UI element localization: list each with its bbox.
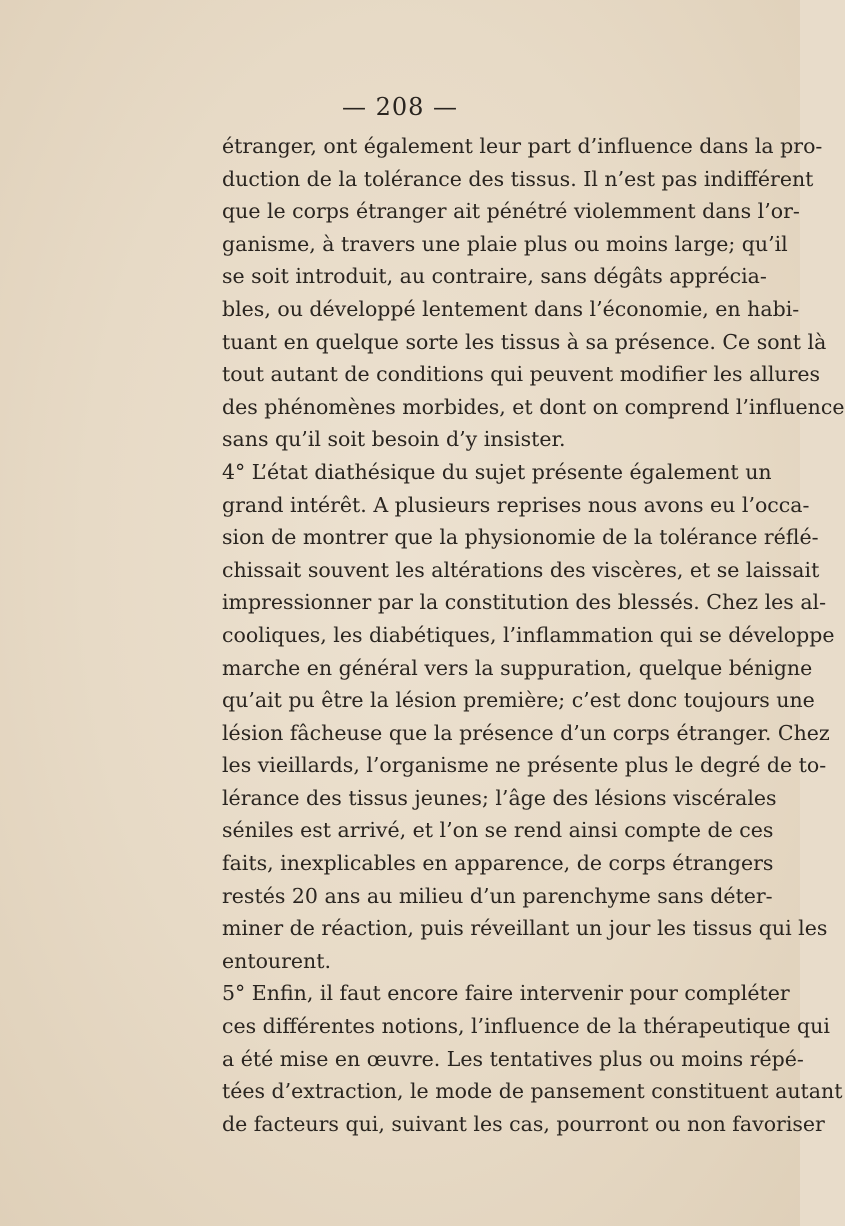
text-line: sans qu’il soit besoin d’y insister. xyxy=(222,427,566,452)
text-line: impressionner par la constitution des blessés. Chez les al- xyxy=(222,590,827,615)
text-line: sion de montrer que la physionomie de la tolérance réflé- xyxy=(222,525,819,550)
text-line: séniles est arrivé, et l’on se rend ainsi compte de ces xyxy=(222,818,774,843)
text-line: ganisme, à travers une plaie plus ou moins large; qu’il xyxy=(222,231,788,256)
text-line: étranger, ont également leur part d’influence dans la pro- xyxy=(222,134,823,158)
text-line: qu’ait pu être la lésion première; c’est donc toujours une xyxy=(222,688,815,713)
text-line: de facteurs qui, suivant les cas, pourront ou non favoriser xyxy=(222,1111,825,1136)
text-line: que le corps étranger ait pénétré violemment dans l’or- xyxy=(222,199,800,224)
text-line: faits, inexplicables en apparence, de corps étrangers xyxy=(222,851,774,876)
text-line: grand intérêt. A plusieurs reprises nous avons eu l’occa- xyxy=(222,492,810,517)
body-text xyxy=(222,130,845,1140)
text-line: duction de la tolérance des tissus. Il n’est pas indifférent xyxy=(222,166,814,191)
text-line: se soit introduit, au contraire, sans dégâts apprécia- xyxy=(222,264,767,289)
text-line: ces différentes notions, l’influence de la thérapeutique qui xyxy=(222,1014,830,1039)
text-line: tuant en quelque sorte les tissus à sa présence. Ce sont là xyxy=(222,329,827,354)
text-line: lérance des tissus jeunes; l’âge des lésions viscérales xyxy=(222,785,777,810)
text-line: a été mise en œuvre. Les tentatives plus ou moins répé- xyxy=(222,1046,804,1071)
text-line: 4° L’état diathésique du sujet présente également un xyxy=(222,459,772,484)
text-line: des phénomènes morbides, et dont on comprend l’influence xyxy=(222,394,845,419)
text-line: restés 20 ans au milieu d’un parenchyme sans déter- xyxy=(222,883,773,908)
text-line: tées d’extraction, le mode de pansement constituent autant xyxy=(222,1079,843,1104)
text-line: tout autant de conditions qui peuvent modifier les allures xyxy=(222,362,821,387)
text-line: 5° Enfin, il faut encore faire intervenir pour compléter xyxy=(222,981,790,1006)
text-line: entourent. xyxy=(222,948,332,973)
page-number: — 208 — xyxy=(341,93,459,121)
text-line: marche en général vers la suppuration, quelque bénigne xyxy=(222,655,813,680)
text-line: miner de réaction, puis réveillant un jour les tissus qui les xyxy=(222,916,828,941)
text-line: lésion fâcheuse que la présence d’un corps étranger. Chez xyxy=(222,720,830,745)
text-line: cooliques, les diabétiques, l’inflammation qui se développe xyxy=(222,622,835,647)
text-line: les vieillards, l’organisme ne présente plus le degré de to- xyxy=(222,753,827,778)
text-line: bles, ou développé lentement dans l’économie, en habi- xyxy=(222,296,800,321)
text-line: chissait souvent les altérations des viscères, et se laissait xyxy=(222,557,820,582)
